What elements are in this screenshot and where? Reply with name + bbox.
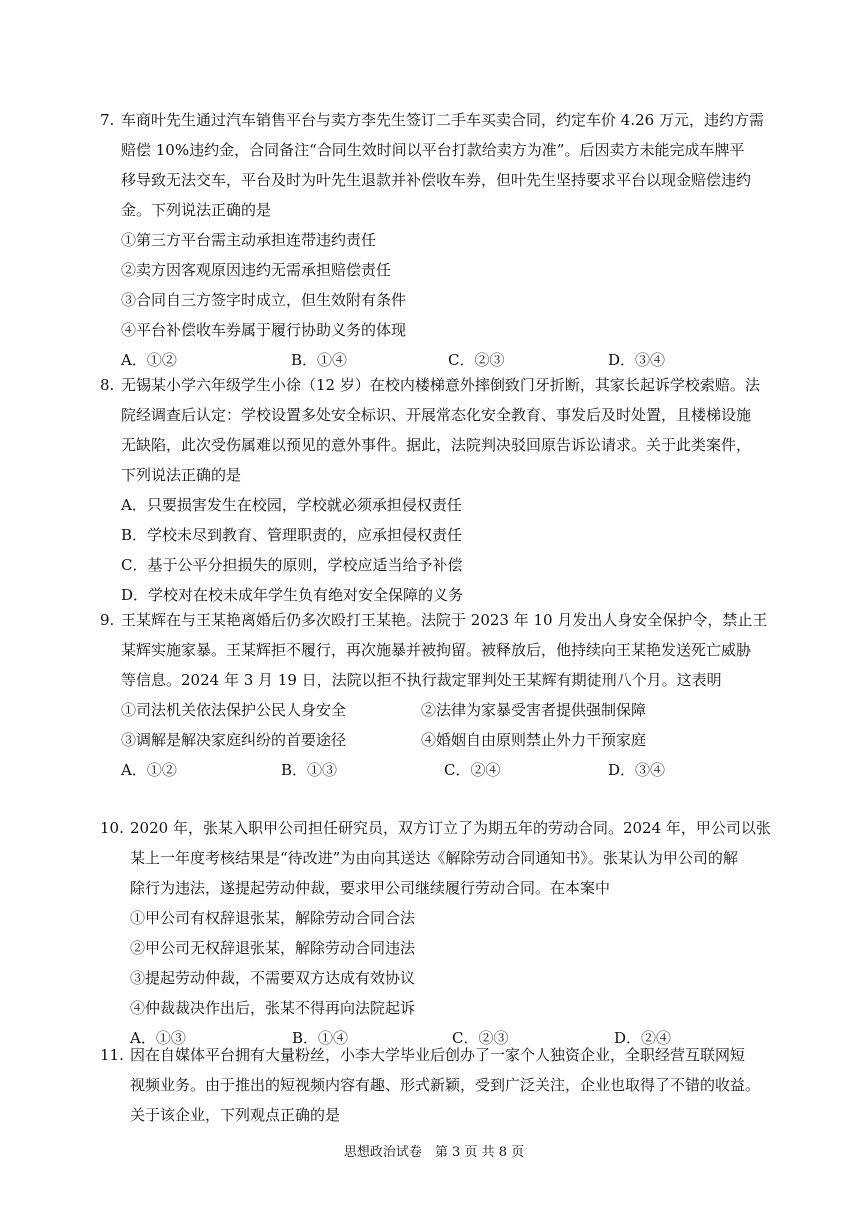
question-9-option: ①司法机关依法保护公民人身安全 [121,701,347,719]
question-10-stem-line: 某上一年度考核结果是“待改进”为由向其送达《解除劳动合同通知书》。张某认为甲公司的解 [130,849,738,867]
question-11-stem-line: 关于该企业，下列观点正确的是 [130,1106,341,1124]
choice-d: D．②④ [614,1029,672,1047]
question-8-option-a: A．只要损害发生在校园，学校就必须承担侵权责任 [121,496,462,514]
question-11-stem-line: 视频业务。由于推出的短视频内容有趣、形式新颖，受到广泛关注，企业也取得了不错的收益。 [130,1076,761,1094]
choice-a: A．①② [121,351,177,369]
question-9-choices [100,755,780,785]
question-number: 7. [100,111,115,129]
question-10-stem-line: 10. 2020 年，张某入职甲公司担任研究员，双方订立了为期五年的劳动合同。2024 年，甲公司以张 [100,813,780,843]
choice-d: D．③④ [608,351,666,369]
question-8-stem-line: 院经调查后认定：学校设置多处安全标识、开展常态化安全教育、事发后及时处置，且楼梯设施 [121,406,752,424]
question-10 [100,813,780,1053]
question-7-stem-line: 金。下列说法正确的是 [121,201,272,219]
question-8 [100,370,780,610]
question-9-stem-line: 某辉实施家暴。王某辉拒不履行，再次施暴并被拘留。被释放后，他持续向王某艳发送死亡威胁 [121,641,752,659]
choice-c: C．②④ [444,761,501,779]
question-7-stem-line: 移导致无法交车，平台及时为叶先生退款并补偿收车券，但叶先生坚持要求平台以现金赔偿违约 [121,171,752,189]
question-7-option: ③合同自三方签字时成立，但生效附有条件 [121,291,407,309]
question-10-option: ④仲裁裁决作出后，张某不得再向法院起诉 [130,999,416,1017]
question-8-stem-line: 下列说法正确的是 [121,466,242,484]
question-10-option: ②甲公司无权辞退张某，解除劳动合同违法 [130,939,416,957]
question-7-stem-line: 7. 车商叶先生通过汽车销售平台与卖方李先生签订二手车买卖合同，约定车价 4.26 万元，违约方需 [100,105,780,135]
question-10-stem-line: 除行为违法，遂提起劳动仲裁，要求甲公司继续履行劳动合同。在本案中 [130,879,611,897]
question-9-option: ②法律为家暴受害者提供强制保障 [421,701,647,719]
question-7-option: ①第三方平台需主动承担连带违约责任 [121,231,377,249]
question-number: 9. [100,611,115,629]
choice-b: B．①④ [292,1029,349,1047]
question-7-option: ④平台补偿收车券属于履行协助义务的体现 [121,321,407,339]
question-7-stem-line: 赔偿 10%违约金，合同备注“合同生效时间以平台打款给卖方为准”。后因卖方未能完成车牌平 [121,141,745,159]
choice-a: A．①③ [130,1029,186,1047]
question-7 [100,105,780,375]
choice-d: D．③④ [608,761,666,779]
question-8-option-b: B．学校未尽到教育、管理职责的，应承担侵权责任 [121,526,463,544]
question-number: 8. [100,376,115,394]
question-9-options-row [100,725,780,755]
choice-c: C．②③ [448,351,505,369]
question-8-option-c: C．基于公平分担损失的原则，学校应适当给予补偿 [121,556,463,574]
question-11-stem-line: 11. 因在自媒体平台拥有大量粉丝，小李大学毕业后创办了一家个人独资企业，全职经营互联网短 [100,1040,780,1070]
page-footer: 思想政治试卷 第 3 页 共 8 页 [343,1145,525,1160]
choice-b: B．①③ [281,761,338,779]
question-9 [100,605,780,785]
question-7-option: ②卖方因客观原因违约无需承担赔偿责任 [121,261,392,279]
choice-b: B．①④ [291,351,348,369]
question-9-stem-line: 9. 王某辉在与王某艳离婚后仍多次殴打王某艳。法院于 2023 年 10 月发出人身安全保护令，禁止王 [100,605,780,635]
question-8-stem-line: 无缺陷，此次受伤属难以预见的意外事件。据此，法院判决驳回原告诉讼请求。关于此类案件， [121,436,752,454]
question-10-option: ③提起劳动仲裁，不需要双方达成有效协议 [130,969,416,987]
question-10-option: ①甲公司有权辞退张某，解除劳动合同合法 [130,909,416,927]
question-9-stem-line: 等信息。2024 年 3 月 19 日，法院以拒不执行裁定罪判处王某辉有期徒刑八个月。这表明 [121,671,722,689]
question-9-option: ③调解是解决家庭纠纷的首要途径 [121,731,347,749]
choice-a: A．①② [121,761,177,779]
question-8-option-d: D．学校对在校未成年学生负有绝对安全保障的义务 [121,586,464,604]
question-number: 10. [100,819,124,837]
question-8-stem-line: 8. 无锡某小学六年级学生小徐（12 岁）在校内楼梯意外摔倒致门牙折断，其家长起诉学校索赔。法 [100,370,780,400]
question-9-option: ④婚姻自由原则禁止外力干预家庭 [421,731,647,749]
question-number: 11. [100,1046,124,1064]
question-11 [100,1040,780,1130]
question-9-options-row [100,695,780,725]
choice-c: C．②③ [452,1029,509,1047]
